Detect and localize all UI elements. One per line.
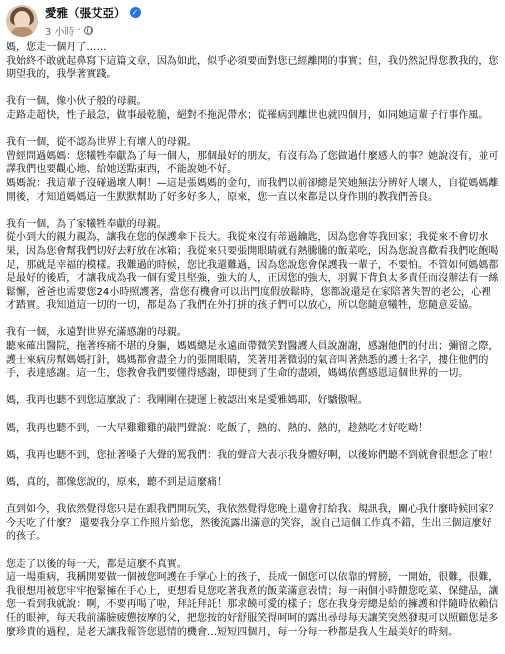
paragraph-gap [6, 381, 501, 395]
post-paragraph: 媽，我再也聽不到您這麼說了：我剛剛在捷運上被認出來是愛雅媽耶，好驕傲喔。 [6, 395, 368, 407]
paragraph-gap [6, 82, 501, 96]
post-paragraph: 從小到大的親力親為，讓我在您的保護傘下長大。我從來沒有蒂過鑰匙，因為您會等我回家；我從來不會切水果，因為您會幫我們切好去籽放在冰箱；我從來只要張開眼睛就有熱騰騰的飯菜吃，因為您說喜歡看我們吃飽喝足，那就是幸福的模樣。我難過的時候，您比我還難過，因為您說您會保護我一輩子，不要怕。不管如何媽媽都是最好的後盾，才讓我成為我一個有愛且堅強，強大的人，正因您的強大，羽翼下背負太多責任而沒辦法有一絲鬆懈，爸爸也需要您24小時照護著，當您有機會可以出門度假放鬆時，您都說還是在家陪著失智的老公，心裡才踏實。我知道這一切的一切，都是為了我們在外打拼的孩子們可以放心，所以您隨意犧牲，您隨意妥協。 [6, 232, 499, 312]
post-paragraph: 媽媽說：我這輩子沒碰過壞人啊！—這是張媽媽的金句，而我們以前卻總是笑她無法分辨好人壞人，自從媽媽離開後，才知道媽媽這一生默默幫助了好多好多人，原來，您一直以來都是以身作則的教我們善良。 [6, 177, 499, 203]
post-paragraph: 您走了以後的每一天，都是這麼不真實。 [6, 558, 187, 570]
post-paragraph: 這一場重病，我稱開要做一個被您呵護在手掌心上的孩子，長成一個您可以依靠的臂膀，一開始，很難，很難，我很想用被您牢牢抱緊擁在手心上，更想看見您吃著我煮的飯菜滿意表情；每一兩個小時餵您吃菜、保健品，讓您一看到我就說：啊，不要再喝了啦，拜託拜託！那求饒可愛的樣子；您在我身旁總是給的擁護和伴隨時依賴信任的眼神，每天我前滿臉疲憊按摩的父，把您按的好舒服笑得呵呵的露出尋母每天讓笑突然發現可以照顧您是多麼珍貴的過程，是老天讓我報答您恩情的機會…短短四個月，每一分每一秒都是我人生最美好的時刻。 [6, 572, 499, 638]
post-paragraph: 我有一個，像小伙子般的母親。 [6, 96, 147, 108]
paragraph-gap [6, 435, 501, 449]
paragraph-gap [6, 204, 501, 218]
post-paragraph: 我有一個，從不認為世界上有壞人的母親。 [6, 137, 197, 149]
post-paragraph: 我始終不敢就起鼻寫下這篇文章，因為如此，似乎必須要面對您已經離開的事實；但，我仍然記得您教我的，您期望我的，我學著實踐。 [6, 55, 499, 81]
post-paragraph: 媽，我再也聽不到，您扯著嗓子大聲的罵我們：我的聲音大表示我身體好啊，以後妳們聽不到就會很想念了啦！ [6, 449, 499, 461]
paragraph-gap [6, 313, 501, 327]
post-meta [45, 5, 141, 38]
post-paragraph: 聽來確出醫院，拖著疼痛不堪的身軀，媽媽總是永遠面帶微笑對醫護人員說謝謝，感謝他們的付出；彌留之際，護士來病房幫媽媽打針，媽媽都會盡全力的張開眼睛，笑著用著微弱的氣音叫著熱悉的護士名字，摟住他們的手，表達感謝。這一生，您教會我們要懂得感謝，即便到了生命的盡頭，媽媽依舊感恩這個世界的一切。 [6, 341, 499, 380]
author-avatar[interactable] [6, 5, 38, 37]
post-paragraph: 媽，您走一個月了…… [6, 42, 107, 53]
paragraph-gap [6, 462, 501, 476]
post-timestamp[interactable]: 3 小時 [45, 26, 75, 38]
post-paragraph: 媽，真的，都像您說的，原來，聽不到是這麼痛！ [6, 477, 228, 488]
post-paragraph: 我有一個，永遠對世界充滿感謝的母親。 [6, 327, 187, 339]
paragraph-gap [6, 544, 501, 558]
author-name[interactable]: 愛雅（張艾亞） [45, 5, 126, 20]
globe-icon[interactable] [84, 26, 93, 35]
paragraph-gap [6, 490, 501, 504]
post-header [6, 0, 505, 40]
post-paragraph: 媽，我再也聽不到，一大早雞雞雞的敲門聲說：吃飯了，熱的、熱的、熱的，趁熱吃才好吃呦！ [6, 422, 429, 434]
post-time-row [45, 23, 141, 38]
paragraph-gap [6, 123, 501, 137]
verified-badge-icon: ✓ [130, 7, 141, 18]
post-paragraph: 曾經問過媽媽：您犧牲奉獻為了每一個人，那個最好的朋友，有沒有為了您做過什麼感人的事？她說沒有，並可譯我們也要觀心地、給她送點東西，不能說她不好。 [6, 150, 499, 176]
paragraph-gap [6, 408, 501, 422]
post-paragraph: 走路走超快，性子最急，做事最乾脆，絕對不拖泥帶水；從罹病到離世也就四個月，如同她這輩子行事作風。 [6, 109, 489, 121]
author-name-row [45, 5, 141, 21]
separator-dot: · [77, 24, 81, 36]
post-paragraph: 我有一個，為了家犧牲奉獻的母親。 [6, 218, 167, 230]
post-body-text [6, 41, 505, 639]
post-paragraph: 直到如今，我依然覺得您只是在跟我們開玩笑，我依然覺得您晚上還會打給我、規訊我，關心我什麼時候回家？今天吃了什麼？ 還要我分享工作照片給您，然後流露出滿意的笑容，說自己這個工作真不錯，生出三個這麼好的孩子。 [6, 504, 499, 543]
